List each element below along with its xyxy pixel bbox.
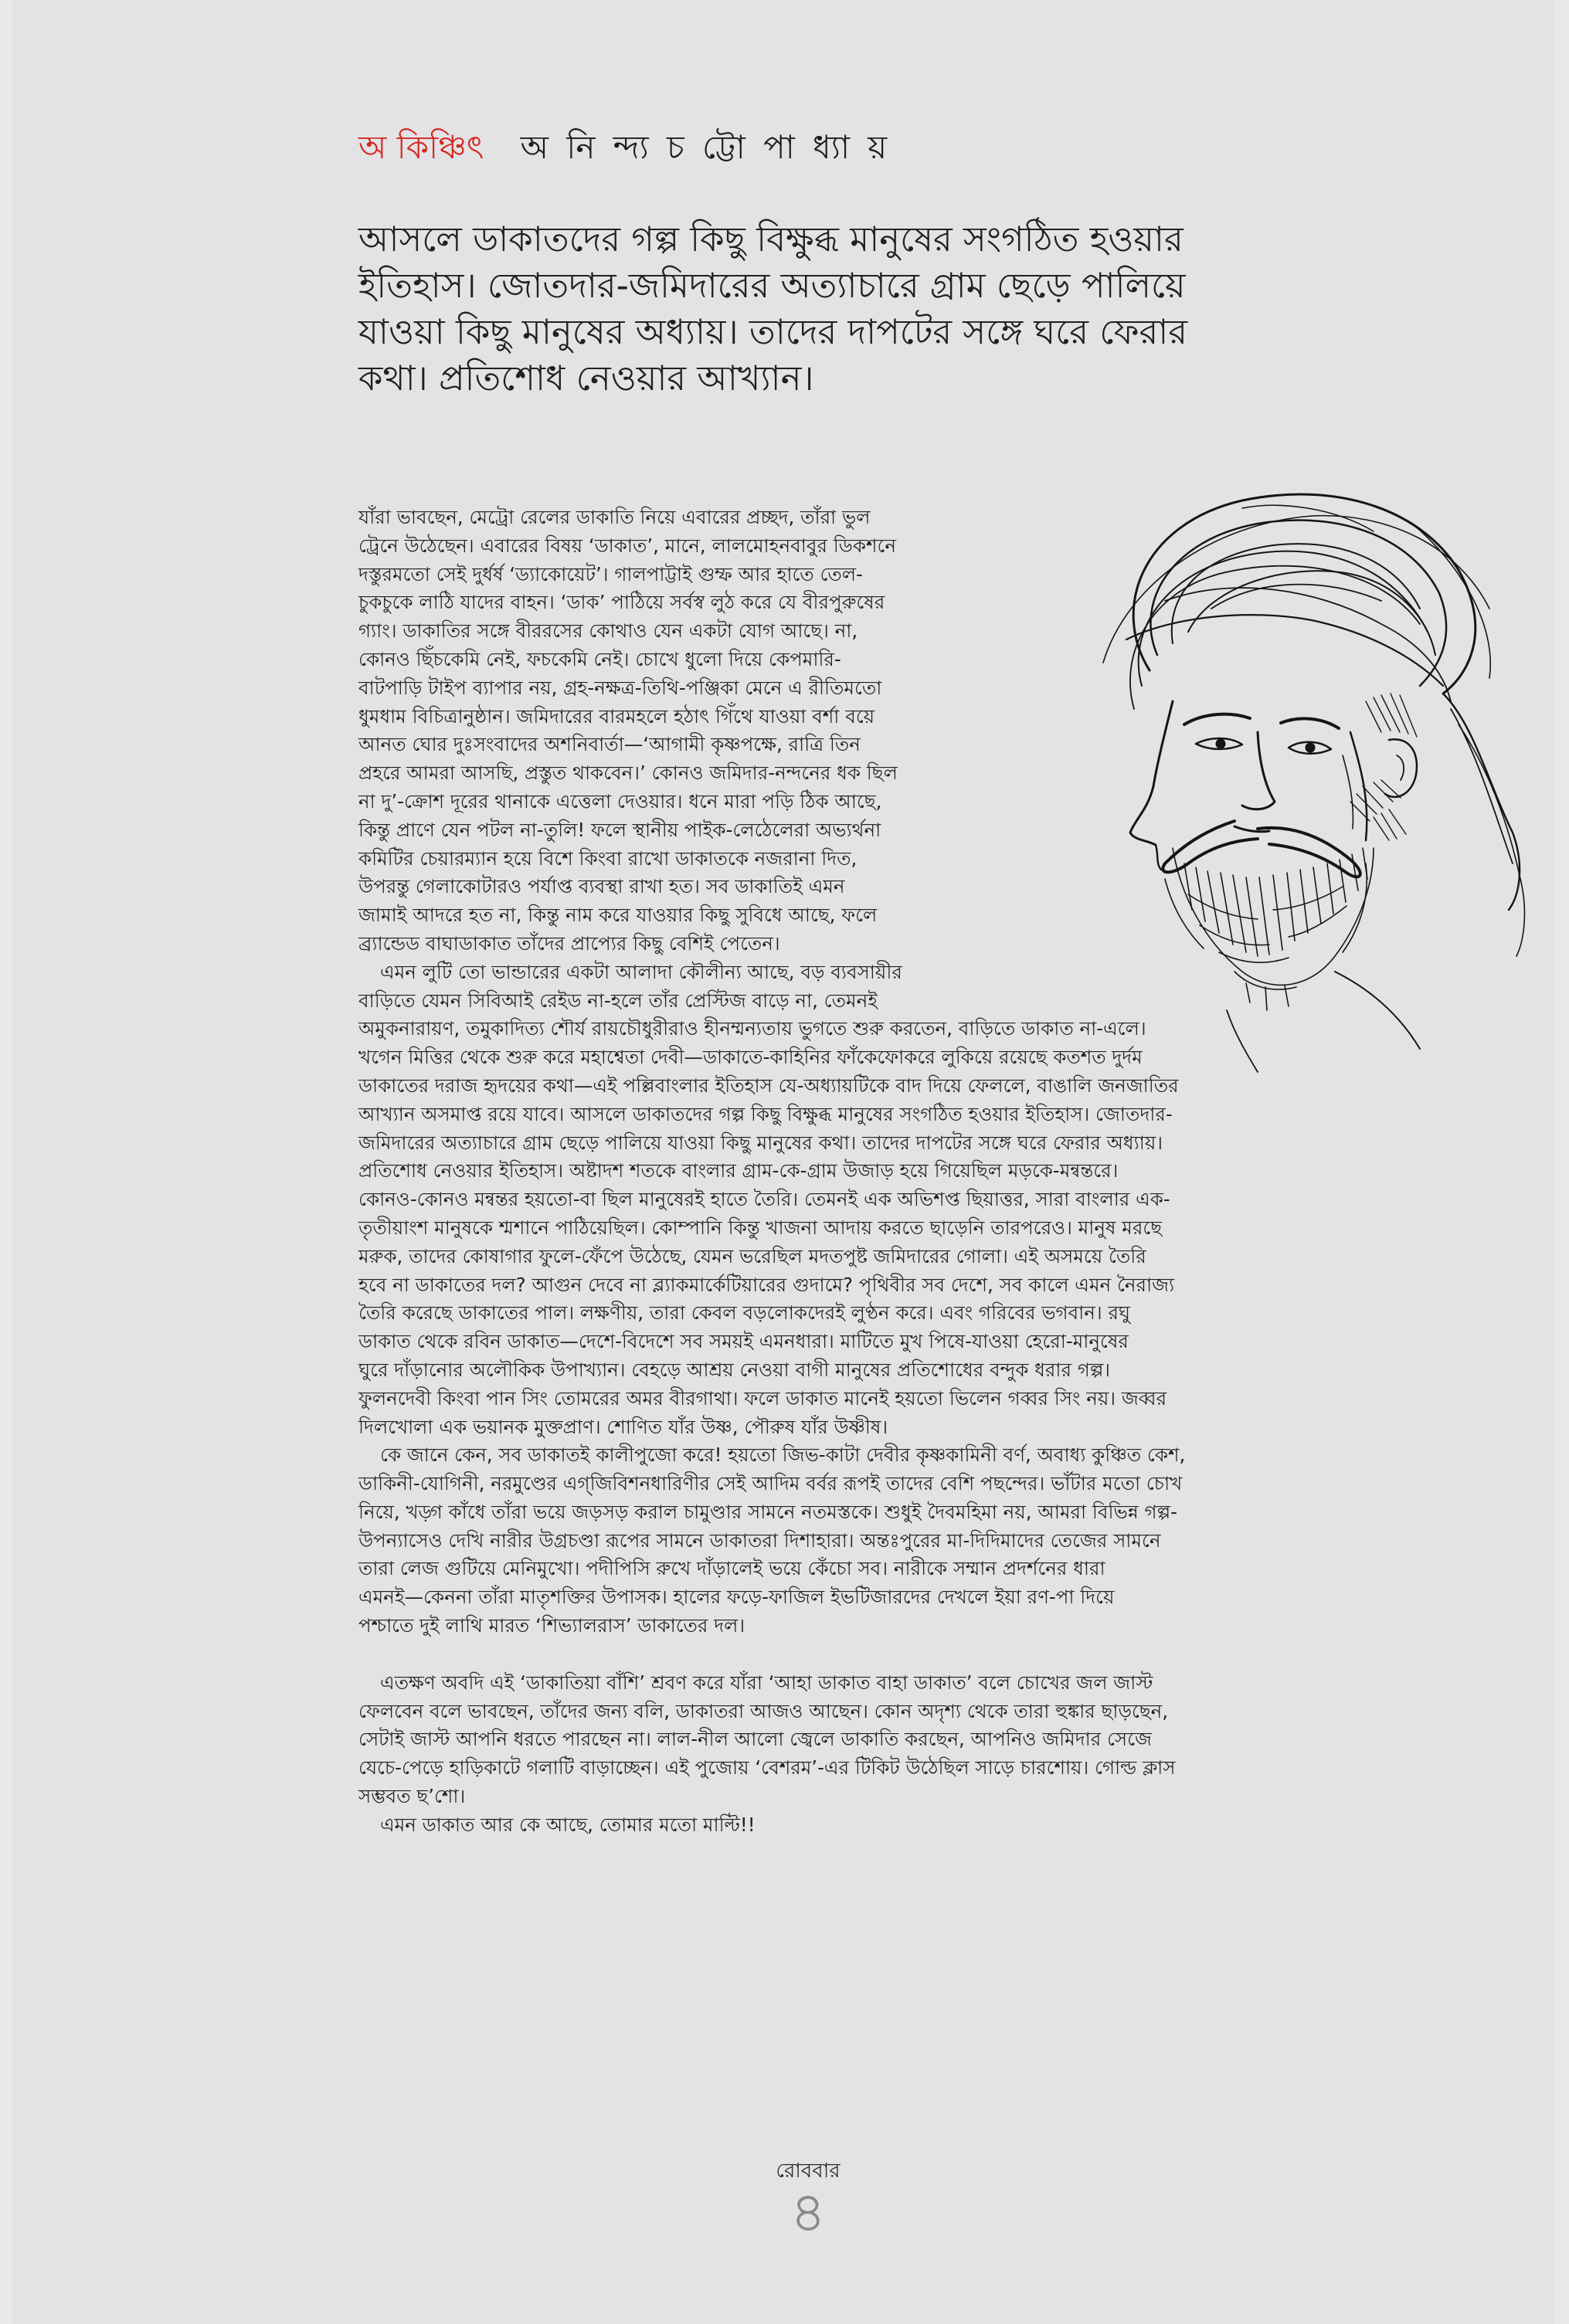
page-number: ৪ — [790, 2180, 827, 2244]
body-line: নিয়ে, খড়্গ কাঁধে তাঁরা ভয়ে জড়সড় করাল চামুণ্ডার সামনে নতমস্তকে। শুধুই দৈবমহিমা নয়, আমরা বিভিন্ন গল্প- — [358, 1500, 1177, 1523]
body-line: তারা লেজ গুটিয়ে মেনিমুখো। পদীপিসি রুখে দাঁড়ালেই ভয়ে কেঁচো সব। নারীকে সম্মান প্রদর্শনের ধারা — [358, 1557, 1105, 1580]
body-line: তৃতীয়াংশ মানুষকে শ্মশানে পাঠিয়েছিল। কোম্পানি কিন্তু খাজনা আদায় করতে ছাড়েনি তারপরেও। মানুষ মরছে — [358, 1216, 1163, 1239]
article-body — [358, 504, 1185, 1840]
body-line: বাটপাড়ি টাইপ ব্যাপার নয়, গ্রহ-নক্ষত্র-তিথি-পঞ্জিকা মেনে এ রীতিমতো — [358, 676, 882, 699]
body-line: দিলখোলা এক ভয়ানক মুক্তপ্রাণ। শোণিত যাঁর উষ্ণ, পৌরুষ যাঁর উষ্ণীষ। — [358, 1415, 888, 1438]
body-line: যাঁরা ভাবছেন, মেট্রো রেলের ডাকাতি নিয়ে এবারের প্রচ্ছদ, তাঁরা ভুল — [358, 506, 871, 528]
body-line: ঘুরে দাঁড়ানোর অলৌকিক উপাখ্যান। বেহড়ে আশ্রয় নেওয়া বাগী মানুষের প্রতিশোধের বন্দুক ধরার গল্প। — [358, 1358, 1111, 1381]
lead-line: ইতিহাস। জোতদার-জমিদারের অত্যাচারে গ্রাম ছেড়ে পালিয়ে — [358, 265, 1186, 306]
body-line: প্রতিশোধ নেওয়ার ইতিহাস। অষ্টাদশ শতকে বাংলার গ্রাম-কে-গ্রাম উজাড় হয়ে গিয়েছিল মড়কে-মন্বন্তরে। — [358, 1159, 1119, 1182]
body-line: এমনই—কেননা তাঁরা মাতৃশক্তির উপাসক। হালের ফড়ে-ফাজিল ইভটিজারদের দেখলে ইয়া রণ-পা দিয়ে — [358, 1586, 1115, 1609]
body-line: কমিটির চেয়ারম্যান হয়ে বিশে কিংবা রাখো ডাকাতকে নজরানা দিত, — [358, 846, 858, 870]
body-line: এমন লুটি তো ভান্ডারের একটা আলাদা কৌলীন্য আছে, বড় ব্যবসায়ীর — [380, 960, 902, 983]
magazine-page — [12, 0, 1554, 2324]
body-line: বাড়িতে যেমন সিবিআই রেইড না-হলে তাঁর প্রেস্টিজ বাড়ে না, তেমনই — [358, 989, 878, 1012]
body-line: জামাই আদরে হত না, কিন্তু নাম করে যাওয়ার কিছু সুবিধে আছে, ফলে — [358, 904, 878, 927]
body-line: খগেন মিত্তির থেকে শুরু করে মহাশ্বেতা দেবী—ডাকাতে-কাহিনির ফাঁকেফোকরে লুকিয়ে রয়েছে কতশত দুর্দম — [358, 1046, 1143, 1069]
lead-line: আসলে ডাকাতদের গল্প কিছু বিক্ষুব্ধ মানুষের সংগঠিত হওয়ার — [358, 219, 1184, 260]
body-line: এতক্ষণ অবদি এই ‘ডাকাতিয়া বাঁশি’ শ্রবণ করে যাঁরা ‘আহা ডাকাত বাহা ডাকাত’ বলে চোখের জল জাস্ট — [380, 1671, 1153, 1694]
lead-paragraph — [358, 216, 1425, 402]
body-line: ফুলনদেবী কিংবা পান সিং তোমরের অমর বীরগাথা। ফলে ডাকাত মানেই হয়তো ভিলেন গব্বর সিং নয়। জব্বর — [358, 1386, 1167, 1410]
body-line: প্রহরে আমরা আসছি, প্রস্তুত থাকবেন।’ কোনও জমিদার-নন্দনের ধক ছিল — [358, 762, 898, 785]
body-line: কিন্তু প্রাণে যেন পটল না-তুলি! ফলে স্থানীয় পাইক-লেঠেলেরা অভ্যর্থনা — [358, 818, 881, 841]
body-line: ট্রেনে উঠেছেন। এবারের বিষয় ‘ডাকাত’, মানে, লালমোহনবাবুর ডিকশনে — [358, 534, 896, 557]
body-line: ডাকাত থেকে রবিন ডাকাত—দেশে-বিদেশে সব সময়ই এমনধারা। মাটিতে মুখ পিষে-যাওয়া হেরো-মানুষের — [358, 1330, 1129, 1353]
body-line: ধুমধাম বিচিত্রানুষ্ঠান। জমিদারের বারমহলে হঠাৎ গিঁথে যাওয়া বর্শা বয়ে — [358, 704, 875, 728]
body-line: কে জানে কেন, সব ডাকাতই কালীপুজো করে! হয়তো জিভ-কাটা দেবীর কৃষ্ণকামিনী বর্ণ, অবাধ্য কুঞ্চিত কেশ, — [380, 1444, 1186, 1467]
body-line: আখ্যান অসমাপ্ত রয়ে যাবে। আসলে ডাকাতদের গল্প কিছু বিক্ষুব্ধ মানুষের সংগঠিত হওয়ার ইতিহাস। জোতদার- — [358, 1102, 1173, 1125]
author-name: অ নি ন্দ্য চ ট্টো পা ধ্যা য় — [520, 128, 891, 166]
body-line: এমন ডাকাত আর কে আছে, তোমার মতো মাল্টি!! — [380, 1813, 756, 1836]
body-line: পশ্চাতে দুই লাথি মারত ‘শিভ্যালরাস’ ডাকাতের দল। — [358, 1614, 745, 1637]
body-line: চুকচুকে লাঠি যাদের বাহন। ‘ডাক’ পাঠিয়ে সর্বস্ব লুঠ করে যে বীরপুরুষের — [358, 591, 885, 614]
body-line: কোনও-কোনও মন্বন্তর হয়তো-বা ছিল মানুষেরই হাতে তৈরি। তেমনই এক অভিশপ্ত ছিয়াত্তর, সারা বাংলার এক- — [358, 1188, 1170, 1211]
body-line: হবে না ডাকাতের দল? আগুন দেবে না ব্ল্যাকমার্কেটিয়ারের গুদামে? পৃথিবীর সব দেশে, সব কালে এমন নৈরাজ্য — [358, 1273, 1175, 1296]
body-line: উপরন্তু গেলাকোটারও পর্যাপ্ত ব্যবস্থা রাখা হত। সব ডাকাতিই এমন — [358, 875, 845, 898]
body-line: ব্র্যান্ডেড বাঘাডাকাত তাঁদের প্রাপ্যের কিছু বেশিই পেতেন। — [358, 931, 780, 955]
body-line: দস্তুরমতো সেই দুর্ধর্ষ ‘ড্যাকোয়েট’। গালপাট্টাই গুম্ফ আর হাতে তেল- — [358, 562, 863, 585]
column-name: অ কিঞ্চিৎ — [358, 128, 484, 166]
body-line: তৈরি করেছে ডাকাতের পাল। লক্ষণীয়, তারা কেবল বড়লোকদেরই লুণ্ঠন করে। এবং গরিবের ভগবান। রঘু — [358, 1301, 1131, 1325]
body-line: সেটাই জাস্ট আপনি ধরতে পারছেন না। লাল-নীল আলো জ্বেলে ডাকাতি করছেন, আপনিও জমিদার সেজে — [358, 1728, 1152, 1751]
lead-line: যাওয়া কিছু মানুষের অধ্যায়। তাদের দাপটের সঙ্গে ঘরে ফেরার — [358, 311, 1188, 352]
body-line: অমুকনারায়ণ, তমুকাদিত্য শৌর্য রায়চৌধুরীরাও হীনম্মন্যতায় ভুগতে শুরু করতেন, বাড়িতে ডাকাত না-এলে। — [358, 1017, 1146, 1040]
body-line: আনত ঘোর দুঃসংবাদের অশনিবার্তা—‘আগামী কৃষ্ণপক্ষে, রাত্রি তিন — [358, 733, 861, 756]
body-line: জমিদারের অত্যাচারে গ্রাম ছেড়ে পালিয়ে যাওয়া কিছু মানুষের কথা। তাদের দাপটের সঙ্গে ঘরে ফেরার অধ্যায়। — [358, 1131, 1163, 1154]
body-line: উপন্যাসেও দেখি নারীর উগ্রচণ্ডা রূপের সামনে ডাকাতরা দিশাহারা। অন্তঃপুরের মা-দিদিমাদের তেজের সামনে — [358, 1528, 1161, 1552]
body-line: না দু’-ক্রোশ দূরের থানাকে এত্তেলা দেওয়ার। ধনে মারা পড়ি ঠিক আছে, — [358, 789, 882, 813]
body-line: ডাকাতের দরাজ হৃদয়ের কথা—এই পল্লিবাংলার ইতিহাস যে-অধ্যায়টিকে বাদ দিয়ে ফেললে, বাঙালি জনজাতির — [358, 1074, 1179, 1097]
body-line: সম্ভবত ছ’শো। — [358, 1785, 466, 1808]
body-line: ডাকিনী-যোগিনী, নরমুণ্ডের এগ্‌জিবিশনধারিণীর সেই আদিম বর্বর রূপই তাদের বেশি পছন্দের। ভাঁটার মতো চোখ — [358, 1472, 1183, 1495]
body-line: মরুক, তাদের কোষাগার ফুলে-ফেঁপে উঠেছে, যেমন ভরেছিল মদতপুষ্ট জমিদারের গোলা। এই অসময়ে তৈরি — [358, 1244, 1146, 1267]
body-line: ফেলবেন বলে ভাবছেন, তাঁদের জন্য বলি, ডাকাতরা আজও আছেন। কোন অদৃশ্য থেকে তারা হুঙ্কার ছাড়ছেন, — [358, 1699, 1169, 1722]
lead-line: কথা। প্রতিশোধ নেওয়ার আখ্যান। — [358, 358, 814, 399]
body-line: কোনও ছিঁচকেমি নেই, ফচকেমি নেই। চোখে ধুলো দিয়ে কেপমারি- — [358, 647, 841, 670]
magazine-name: রোববার — [776, 2159, 841, 2183]
column-header — [358, 122, 891, 177]
body-line: গ্যাং। ডাকাতির সঙ্গে বীররসের কোথাও যেন একটা যোগ আছে। না, — [358, 619, 858, 643]
body-line: যেচে-পেড়ে হাড়িকাটে গলাটি বাড়াচ্ছেন। এই পুজোয় ‘বেশরম’-এর টিকিট উঠেছিল সাড়ে চারশোয়। গোল্ড ক্লাস — [358, 1756, 1176, 1779]
